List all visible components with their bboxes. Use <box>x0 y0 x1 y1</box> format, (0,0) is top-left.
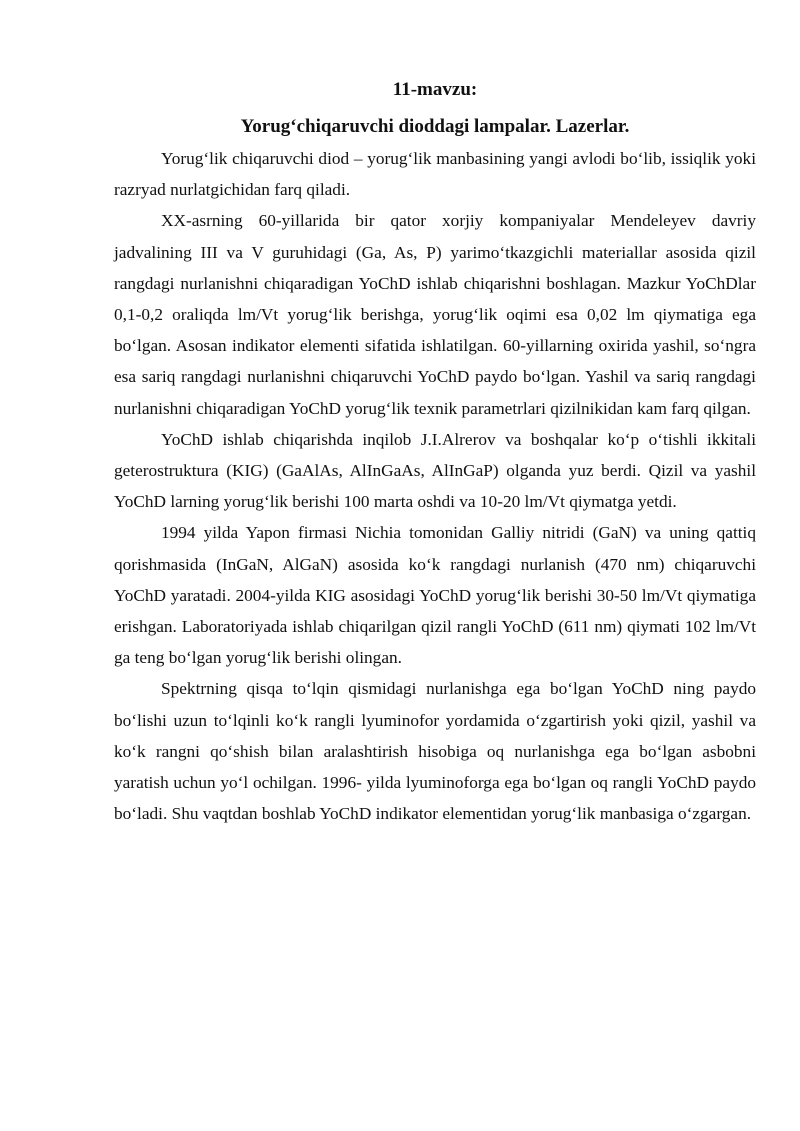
paragraph-intro: Yorug‘lik chiqaruvchi diod – yorug‘lik manbasining yangi avlodi bo‘lib, issiqlik yoki razryad nurlatgichidan farq qiladi. <box>114 149 756 200</box>
paragraph-history: XX-asrning 60-yillarida bir qator xorjiy kompaniyalar Mendeleyev davriy jadvalining III va V guruhidagi (Ga, As, P) yarimo‘tkazgichli materiallar asosida qizil rangdagi nurlanishni chiqaradigan YoChD ishlab chiqarishni boshlagan. Mazkur YoChDlar 0,1-0,2 oraliqda lm/Vt yorug‘lik berishga, yorug‘lik oqimi esa 0,02 lm qiymatiga ega bo‘lgan. Asosan indikator elementi sifatida ishlatilgan. 60-yillarning oxirida yashil, so‘ngra esa sariq rangdagi nurlanishni chiqaruvchi YoChD paydo bo‘lgan. Yashil va sariq rangdagi nurlanishni chiqaradigan YoChD yorug‘lik texnik parametrlari qizilnikidan kam farq qilgan. <box>114 211 756 418</box>
document-page <box>114 74 756 829</box>
topic-heading: 11-mavzu: <box>392 79 478 100</box>
paragraph-white-led: Spektrning qisqa to‘lqin qismidagi nurlanishga ega bo‘lgan YoChD ning paydo bo‘lishi uzun to‘lqinli ko‘k rangli lyuminofor yordamida o‘zgartirish yoki qizil, yashil va ko‘k rangni qo‘shish bilan aralashtirish hisobiga oq nurlanishga ega bo‘lgan asbobni yaratish uchun yo‘l ochilgan. 1996- yilda lyuminoforga ega bo‘lgan oq rangli YoChD paydo bo‘ladi. Shu vaqtdan boshlab YoChD indikator elementidan yorug‘lik manbasiga o‘zgargan. <box>114 679 756 824</box>
paragraph-heterostructure: YoChD ishlab chiqarishda inqilob J.I.Alrerov va boshqalar ko‘p o‘tishli ikkitali geterostruktura (KIG) (GaAlAs, AlInGaAs, AlInGaP) olganda yuz berdi. Qizil va yashil YoChD larning yorug‘lik berishi 100 marta oshdi va 10-20 lm/Vt qiymatga yetdi. <box>114 429 756 512</box>
paragraph-gan: 1994 yilda Yapon firmasi Nichia tomonidan Galliy nitridi (GaN) va uning qattiq qorishmasida (InGaN, AlGaN) asosida ko‘k rangdagi nurlanish (470 nm) chiqaruvchi YoChD yaratadi. 2004-yilda KIG asosidagi YoChD yorug‘lik berishi 30-50 lm/Vt qiymatiga erishgan. Laboratoriyada ishlab chiqarilgan qizil rangli YoChD (611 nm) qiymati 102 lm/Vt ga teng bo‘lgan yorug‘lik berishi olingan. <box>114 523 756 668</box>
page-title: Yorug‘chiqaruvchi dioddagi lampalar. Lazerlar. <box>240 116 630 137</box>
